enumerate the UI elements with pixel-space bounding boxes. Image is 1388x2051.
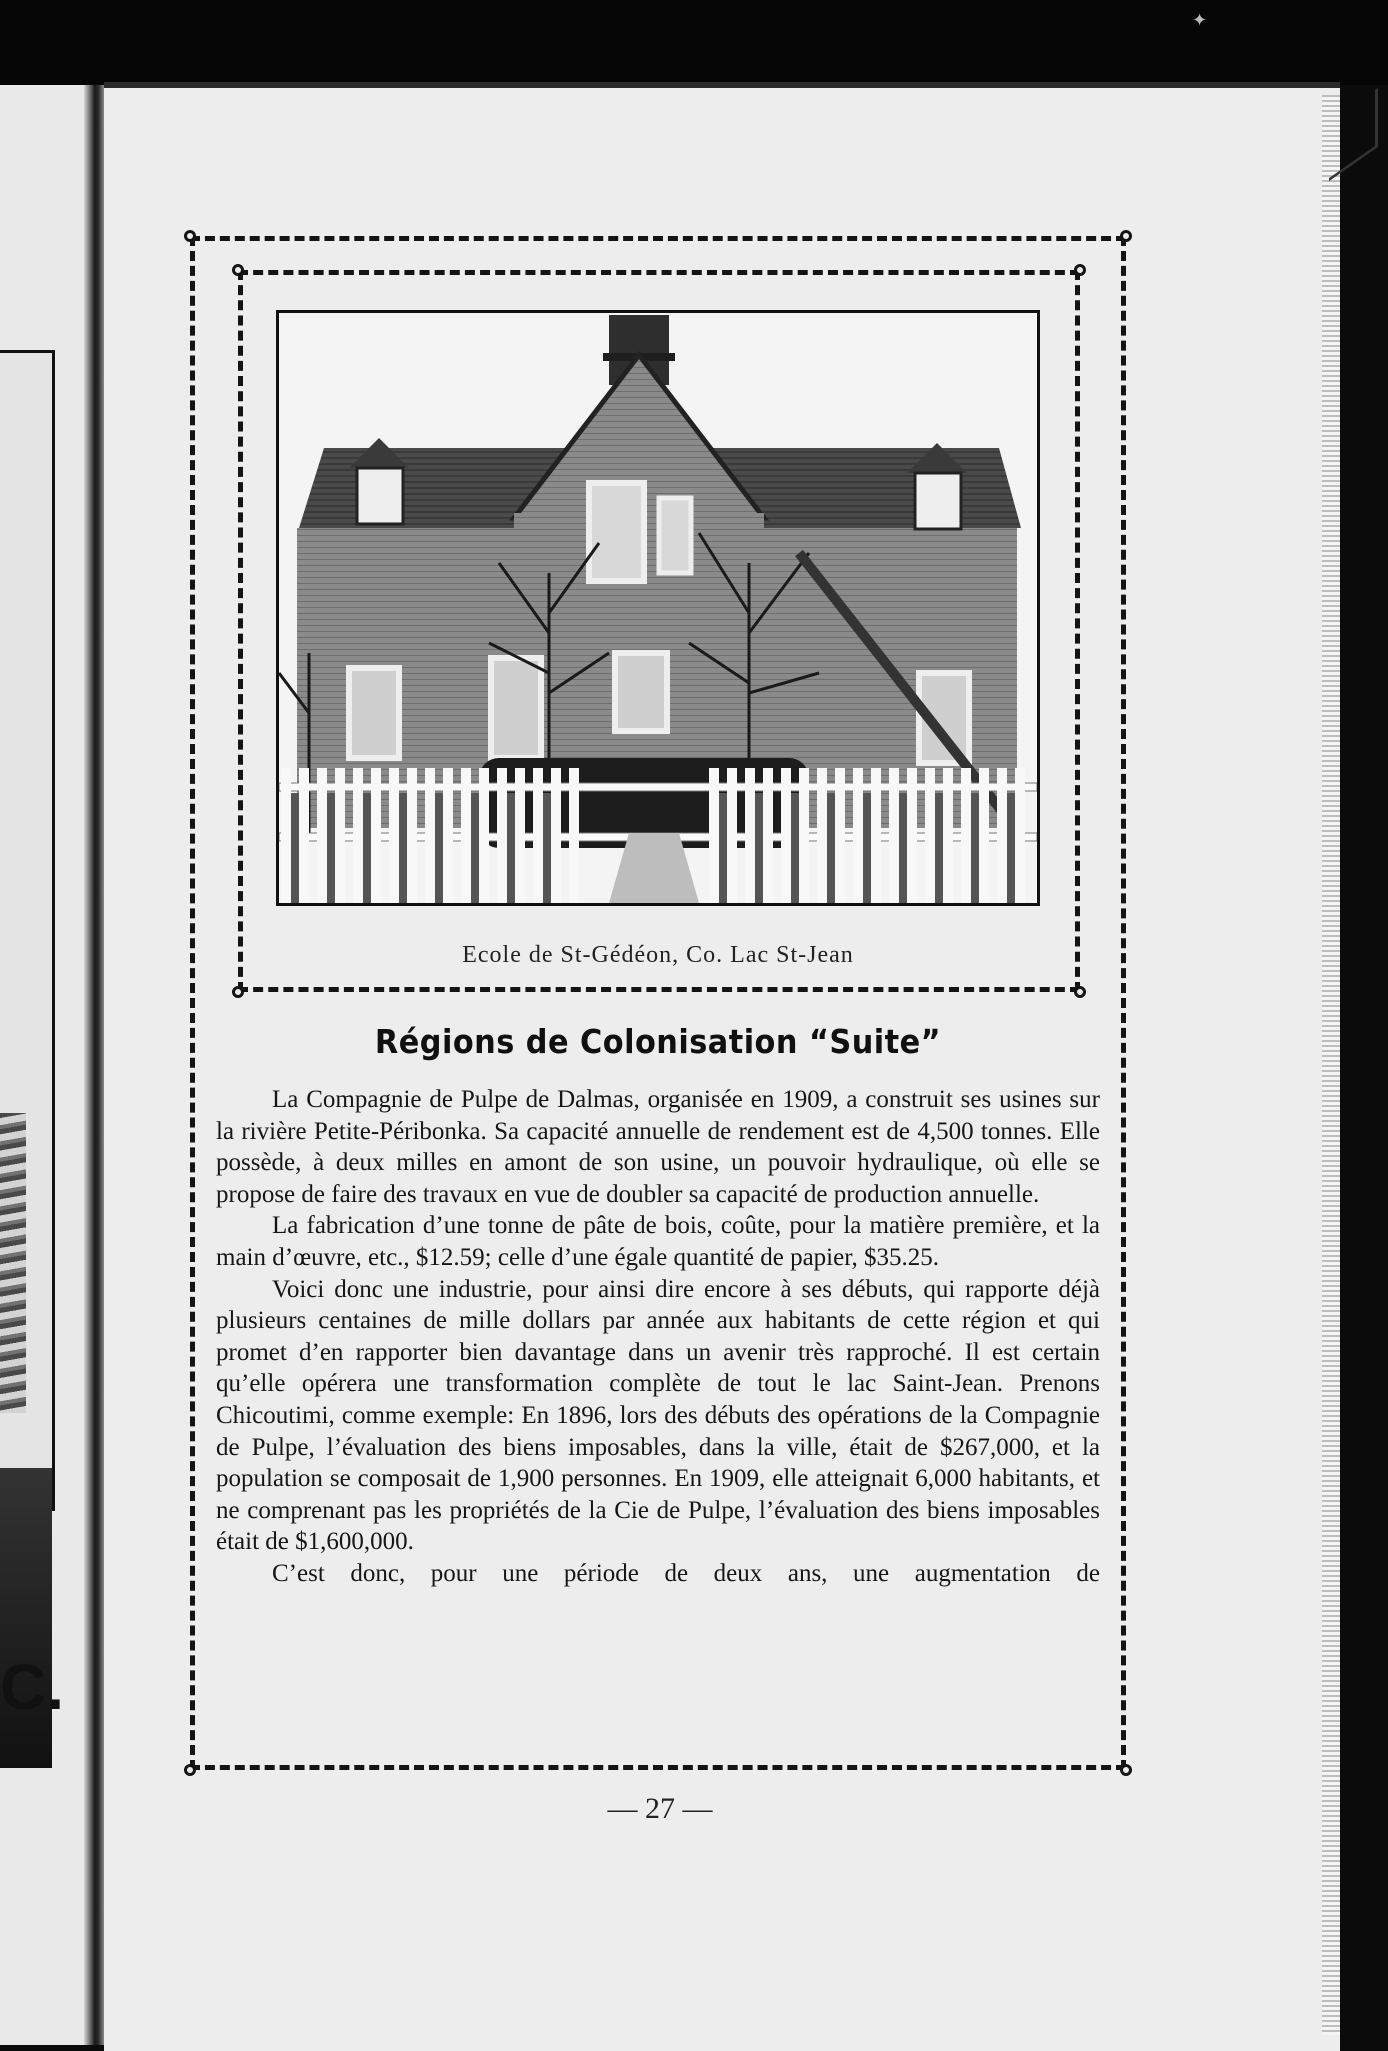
school-house-illustration xyxy=(279,313,1037,903)
page-number: — 27 — xyxy=(607,1792,713,1825)
article-heading: Régions de Colonisation “Suite” xyxy=(374,1022,942,1061)
paragraph: C’est donc, pour une période de deux ans, une augmentation de xyxy=(272,1559,1100,1587)
scan-top-border xyxy=(0,0,1388,85)
paragraph: Voici donc une industrie, pour ainsi dire encore à ses débuts, qui rapporte déjà plusieurs centaines de mille dollars par année aux habitants de cette région et qui promet d’en rapporter bien davantage dans un avenir très rapproché. Il est certain qu’elle opérera une transformation complète de tout le lac Saint-Jean. Prenons Chicoutimi, comme exemple: En 1896, lors des débuts des opérations de la Compagnie de Pulpe, l’évaluation des biens imposables, dans la ville, était de $267,000, et la population se composait de 1,900 personnes. En 1909, elle atteignait 6,000 habitants, et ne comprenant pas les propriétés de la Cie de Pulpe, l’évaluation des biens imposables était de $1,600,000. xyxy=(216,1275,1100,1556)
paragraph: La Compagnie de Pulpe de Dalmas, organisée en 1909, a construit ses usines sur la rivière Petite-Péribonka. Sa capacité annuelle de rendement est de 4,500 tonnes. Elle possède, à deux milles en amont de son usine, un pouvoir hydraulique, où elle se propose de faire des travaux en vue de doubler sa capacité de production annuelle. xyxy=(216,1086,1100,1208)
dust-speck: ✦ xyxy=(1192,10,1208,31)
school-photograph xyxy=(276,310,1040,906)
border-corner-ornament xyxy=(1074,264,1086,276)
border-corner-ornament xyxy=(184,230,196,242)
previous-page-foliage xyxy=(0,1113,26,1413)
paragraph: La fabrication d’une tonne de pâte de bois, coûte, pour la matière première, et la main d’œuvre, etc., $12.59; celle d’une égale quantité de papier, $35.25. xyxy=(216,1212,1100,1271)
border-corner-ornament xyxy=(232,986,244,998)
border-corner-ornament xyxy=(1120,1764,1132,1776)
border-corner-ornament xyxy=(1120,230,1132,242)
page-edge xyxy=(1322,95,1340,2035)
photo-caption: Ecole de St-Gédéon, Co. Lac St-Jean xyxy=(462,942,854,968)
previous-page-glyph: C. xyxy=(0,1651,64,1723)
article-body xyxy=(216,1084,1100,1590)
border-corner-ornament xyxy=(184,1764,196,1776)
border-corner-ornament xyxy=(1074,986,1086,998)
previous-page-photo-frame xyxy=(0,350,55,1511)
border-corner-ornament xyxy=(232,264,244,276)
